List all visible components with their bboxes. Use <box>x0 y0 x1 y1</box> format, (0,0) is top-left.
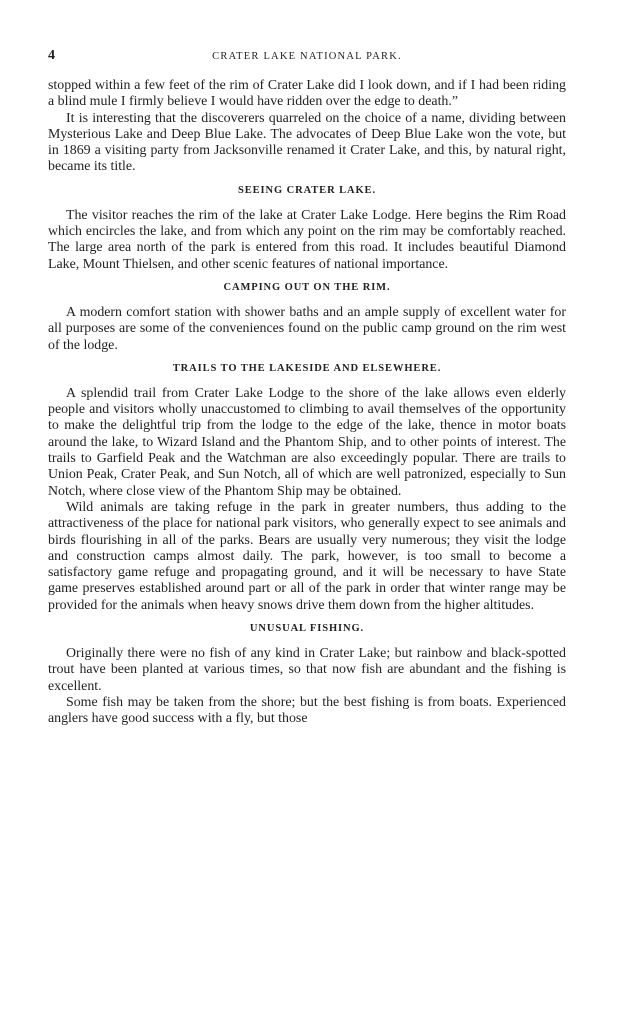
paragraph-wild-animals: Wild animals are taking refuge in the park in greater numbers, thus adding to the attractiveness of the place for national park visitors, who generally expect to see animals and birds flourishing in all of the parks. Bears are usually very numerous; they visit the lodge and construction camps almost daily. The park, however, is too small to become a satisfactory game refuge and propagating ground, and it will be necessary to have State game preserves established around part or all of the park in order that winter range may be provided for the animals when heavy snows drive them down from the higher altitudes. <box>48 499 566 613</box>
paragraph-fishing-methods: Some fish may be taken from the shore; but the best fishing is from boats. Experienced anglers have good success with a fly, but those <box>48 694 566 727</box>
paragraph-camping: A modern comfort station with shower baths and an ample supply of excellent water for all purposes are some of the conveniences found on the public camp ground on the rim west of the lodge. <box>48 304 566 353</box>
page-number: 4 <box>48 48 55 63</box>
paragraph-fishing-origins: Originally there were no fish of any kind in Crater Lake; but rainbow and black-spotted trout have been planted at various times, so that now fish are abundant and the fishing is excellent. <box>48 646 566 694</box>
paragraph-trails: A splendid trail from Crater Lake Lodge to the shore of the lake allows even elderly people and visitors wholly unaccustomed to climbing to avail themselves of the opportunity to make the delightful trip from the lodge to the edge of the lake, thence in motor boats around the lake, to Wizard Island and the Phantom Ship, and to other points of interest. The trails to Garfield Peak and the Watchman are also exceedingly popular. There are trails to Union Peak, Crater Peak, and Sun Notch, all of which are well patronized, especially to Sun Notch, where close view of the Phantom Ship may be obtained. <box>48 385 566 499</box>
document-page <box>48 40 566 1000</box>
section-heading-camping: CAMPING OUT ON THE RIM. <box>223 281 391 293</box>
paragraph-naming: It is interesting that the discoverers quarreled on the choice of a name, dividing between Mysterious Lake and Deep Blue Lake. The advocates of Deep Blue Lake won the vote, but in 1869 a visiting party from Jacksonville renamed it Crater Lake, and this, by natural right, became its title. <box>48 110 566 175</box>
section-heading-trails: TRAILS TO THE LAKESIDE AND ELSEWHERE. <box>172 362 442 374</box>
section-heading-seeing-crater-lake: SEEING CRATER LAKE. <box>238 184 376 196</box>
section-heading-fishing: UNUSUAL FISHING. <box>249 623 365 635</box>
page-body <box>48 78 566 728</box>
paragraph-continued-quote: stopped within a few feet of the rim of Crater Lake did I look down, and if I had been riding a blind mule I firmly believe I would have ridden over the edge to death.” <box>48 78 566 110</box>
paragraph-seeing-crater-lake: The visitor reaches the rim of the lake at Crater Lake Lodge. Here begins the Rim Road which encircles the lake, and from which any point on the rim may be comfortably reached. The large area north of the park is entered from this road. It includes beautiful Diamond Lake, Mount Thielsen, and other scenic features of national importance. <box>48 207 566 272</box>
running-head: CRATER LAKE NATIONAL PARK. <box>212 51 402 62</box>
page-header <box>48 40 566 62</box>
